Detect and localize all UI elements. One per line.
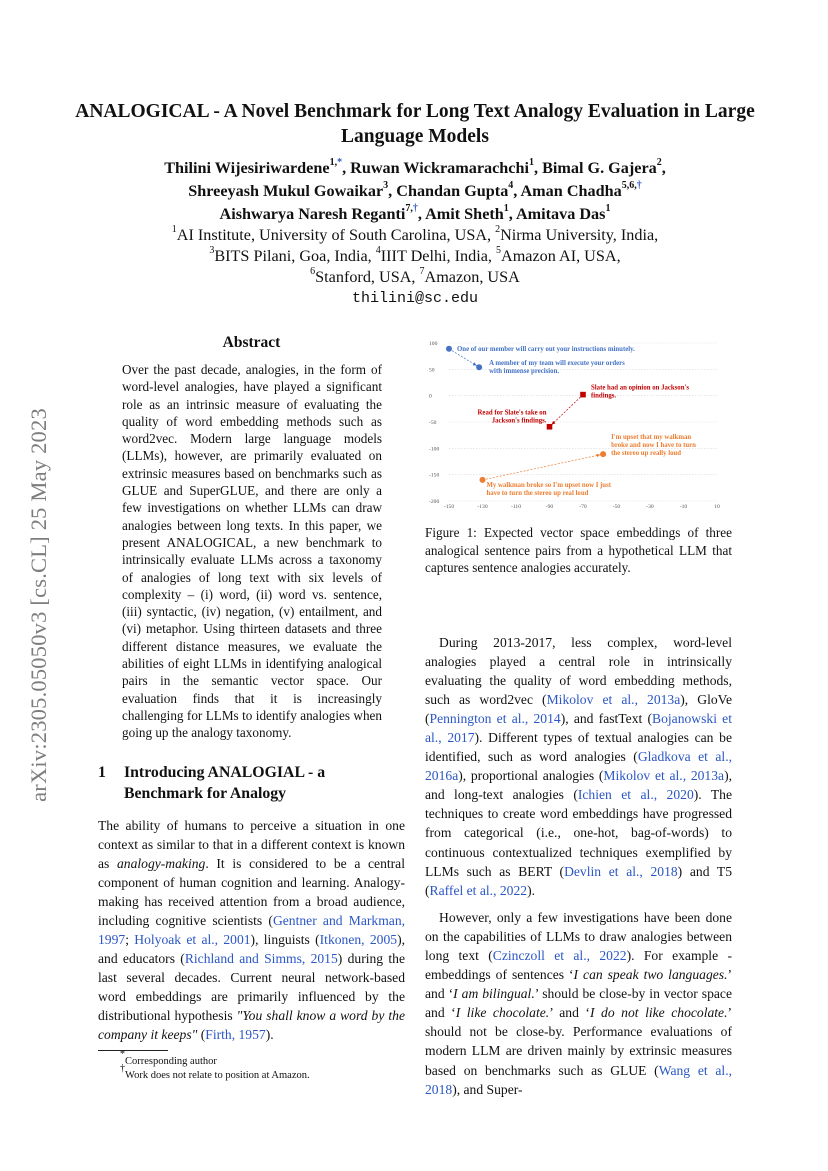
citation-link[interactable]: Pennington et al., 2014 [429, 710, 561, 726]
example-sentence: I can speak two languages. [573, 967, 728, 983]
citation-link[interactable]: Gladkova et al., 2016a [425, 749, 732, 784]
x-tick-label: -150 [443, 504, 455, 510]
citation-link[interactable]: Holyoak et al., 2001 [134, 931, 251, 947]
affiliation-text: AI Institute, University of South Carolina, USA, [176, 226, 496, 244]
author-affiliation-sup: 1 [528, 156, 534, 168]
x-tick-label: -30 [646, 504, 654, 510]
paper-title: ANALOGICAL - A Novel Benchmark for Long Text Analogy Evaluation in Large Language Models [75, 101, 755, 147]
author-affiliation-sup: 1 [503, 202, 509, 214]
author-affiliation-sup: 7,† [405, 202, 418, 214]
point-label: My walkman broke so I'm upset now I just [486, 481, 612, 489]
author-name: , Bimal G. Gajera [533, 159, 657, 177]
y-tick-label: -100 [429, 446, 440, 453]
y-tick-label: 100 [429, 341, 438, 347]
affiliation-sup: 1 [171, 223, 177, 235]
point-label: Slate had an opinion on Jackson's [591, 384, 690, 392]
affiliation-sup: 7 [419, 265, 425, 277]
section-heading [98, 762, 405, 804]
quoted-hypothesis: "You shall know a word by the company it keeps" [98, 1007, 405, 1042]
figure-1 [415, 333, 722, 518]
body-paragraph: During 2013-2017, less complex, word-level analogies played a central role in intrinsically evaluating the quality of word embedding methods, such as word2vec (Mikolov et al., 2013a), GloVe (Pennington et al., 2014), and fastText (Bojanowski et al., 2017). Different types of textual analogies can be identified, such as word analogies (Gladkova et al., 2016a), proportional analogies (Mikolov et al., 2013a), and long-text analogies (Ichien et al., 2020). The techniques to create word embeddings have progressed from categorical (i.e., one-hot, bag-of-words) to continuous contextualized techniques exemplified by LLMs such as BERT (Devlin et al., 2018) and T5 (Raffel et al., 2022). [425, 634, 732, 898]
data-point [446, 346, 452, 352]
affiliation-line-2 [100, 246, 730, 267]
citation-link[interactable]: Mikolov et al., 2013a [603, 768, 725, 784]
example-sentence: I do not like chocolate. [589, 1005, 728, 1021]
analogy-arrow [483, 454, 604, 480]
affiliations [100, 225, 730, 309]
citation-link[interactable]: Richland and Simms, 2015 [184, 950, 338, 966]
affiliation-sup: 3 [209, 244, 215, 256]
amazon-mark: † [412, 202, 418, 214]
figure-caption: Figure 1: Expected vector space embeddings of three analogical sentence pairs from a hypothetical LLM that captures sentence analogies accurately. [425, 525, 732, 575]
author-affiliation-sup: 3 [383, 179, 389, 191]
affiliation-line-3 [100, 267, 730, 288]
author-line-2 [100, 180, 730, 203]
point-label: Read for Slate's take on [477, 409, 547, 417]
point-label: findings. [591, 392, 617, 400]
x-tick-label: -10 [679, 504, 688, 510]
data-point [480, 477, 486, 483]
affiliation-line-1 [100, 225, 730, 246]
y-tick-label: -150 [429, 472, 440, 479]
citation-link[interactable]: Mikolov et al., 2013a [546, 691, 681, 707]
left-column [98, 334, 405, 1083]
data-point [476, 364, 482, 370]
affiliation-text: IIIT Delhi, India, [380, 247, 497, 265]
citation-link[interactable]: Czinczoll et al., 2022 [492, 948, 627, 963]
author-name: Shreeyash Mukul Gowaikar [188, 182, 384, 200]
abstract-heading: Abstract [222, 334, 281, 351]
footnote-divider [98, 1050, 168, 1051]
author-affiliation-sup: 1,* [329, 156, 343, 168]
y-tick-label: -50 [429, 420, 437, 426]
corresponding-mark: * [337, 156, 343, 168]
point-label: A member of my team will execute your orders [489, 360, 625, 368]
y-tick-label: -200 [429, 499, 440, 505]
abstract-text: Over the past decade, analogies, in the form of word-level analogies, have played a significant role as an intrinsic measure of evaluating the quality of word embedding methods such as word2vec. Modern large language models (LLMs), however, are primarily evaluated on extrinsic measures based on benchmarks such as GLUE and SuperGLUE, and there are only a few investigations on whether LLMs can draw analogies between long texts. In this paper, we present ANALOGICAL, a new benchmark to intrinsically evaluate LLMs across a taxonomy of analogies of long text with six levels of complexity – (i) word, (ii) word vs. sentence, (iii) syntactic, (iv) negation, (v) entailment, and (vi) metaphor. Using thirteen datasets and three different distance measures, we evaluate the abilities of eight LLMs in identifying analogical pairs in the semantic vector space. Our evaluation finds that it is increasingly challenging for LLMs to identify analogies when going up the analogy taxonomy. [122, 362, 382, 741]
emphasis: analogy-making [116, 855, 206, 871]
body-paragraph: However, only a few investigations have been done on the capabilities of LLMs to draw analogies between long text (Czinczoll et al., 2022). For example - embeddings of sentences ‘I can speak two languages.’ and ‘I am bilingual.’ should be close-by in vector space and ‘I like chocolate.’ and ‘I do not like chocolate.’ should not be close-by. Performance evaluations of modern LLM are driven mainly by extrinsic measures based on benchmarks such as GLUE (Wang et al., 2018), and Super- [425, 909, 733, 1097]
author-name: , Amitava Das [508, 205, 606, 223]
author-name: , Chandan Gupta [388, 182, 509, 200]
point-label: the stereo up really loud [611, 450, 682, 458]
author-list [100, 157, 730, 226]
embedding-scatter-chart [415, 333, 722, 518]
contact-email[interactable]: thilini@sc.edu [351, 290, 479, 307]
author-affiliation-sup: 1 [605, 202, 611, 214]
citation-link[interactable]: Firth, 1957 [205, 1026, 266, 1042]
author-name: , Aman Chadha [513, 182, 622, 200]
affiliation-text: Stanford, USA, [315, 268, 420, 286]
x-tick-label: -90 [545, 504, 554, 510]
citation-link[interactable]: Wang et al., 2018 [425, 1062, 732, 1097]
footnote-corresponding: *Corresponding author [120, 1049, 217, 1067]
citation-link[interactable]: Ichien et al., 2020 [577, 787, 694, 803]
section-number: 1 [98, 763, 106, 781]
affiliation-text: Amazon AI, USA, [501, 247, 621, 265]
footnote-amazon: †Work does not relate to position at Amazon. [120, 1063, 310, 1081]
affiliation-sup: 6 [310, 265, 316, 277]
author-separator: , [661, 159, 666, 177]
citation-link[interactable]: Gentner and Markman, 1997 [98, 912, 406, 947]
x-tick-label: -50 [612, 504, 621, 510]
x-tick-label: -110 [510, 504, 522, 510]
author-name: , Amit Sheth [417, 205, 504, 223]
affiliation-text: BITS Pilani, Goa, India, [214, 247, 376, 265]
section-title: Introducing ANALOGIAL - a Benchmark for Analogy [124, 763, 326, 802]
amazon-mark: † [636, 179, 642, 191]
arxiv-stamp [24, 345, 54, 865]
point-label: One of our member will carry out your instructions minutely. [457, 345, 635, 353]
author-name: , Ruwan Wickramarachchi [342, 159, 529, 177]
section-paragraph: The ability of humans to perceive a situation in one context as similar to that in a different context is known as analogy-making. It is considered to be a central component of human cognition and learning. Analogy-making has received attention from a broad audience, including cognitive scientists (Gentner and Markman, 1997; Holyoak et al., 2001), linguists (Itkonen, 2005), and educators (Richland and Simms, 2015) during the last several decades. Current neural network-based word embeddings are primarily influenced by the distributional hypothesis "You shall know a word by the company it keeps" (Firth, 1957). [98, 817, 406, 1042]
affiliation-text: Nirma University, India, [500, 226, 659, 244]
footnotes [98, 1049, 405, 1083]
right-column [425, 333, 732, 1099]
affiliation-sup: 4 [375, 244, 381, 256]
y-tick-label: 50 [429, 367, 435, 374]
point-label: I'm upset that my walkman [611, 434, 692, 442]
citation-link[interactable]: Bojanowski et al., 2017 [425, 710, 732, 745]
affiliation-text: Amazon, USA [424, 268, 520, 286]
author-name: Thilini Wijesiriwardene [164, 159, 330, 177]
y-tick-label: 0 [429, 393, 432, 400]
arxiv-identifier: arXiv:2305.05050v3 [cs.CL] 25 May 2023 [26, 408, 51, 802]
arrowhead [596, 454, 600, 457]
example-sentence: I am bilingual. [453, 986, 535, 1002]
data-point [600, 451, 606, 457]
citation-link[interactable]: Devlin et al., 2018 [564, 863, 678, 879]
point-label: have to turn the stereo up real loud [486, 489, 589, 497]
author-name: Aishwarya Naresh Reganti [219, 205, 406, 223]
x-tick-label: -70 [579, 504, 587, 510]
example-sentence: I like chocolate. [455, 1005, 550, 1021]
x-tick-label: -130 [477, 504, 488, 510]
data-point [580, 392, 586, 398]
author-affiliation-sup: 4 [508, 179, 514, 191]
affiliation-sup: 2 [495, 223, 501, 235]
author-line-3 [100, 203, 730, 226]
author-affiliation-sup: 5,6,† [621, 179, 642, 191]
point-label: broke and now I have to turn [611, 442, 696, 450]
data-point [547, 424, 553, 430]
author-affiliation-sup: 2 [656, 156, 662, 168]
point-label: with immense precision. [489, 368, 560, 376]
citation-link[interactable]: Itkonen, 2005 [319, 931, 398, 947]
x-tick-label: 10 [714, 504, 720, 510]
author-line-1 [100, 157, 730, 180]
affiliation-sup: 5 [496, 244, 502, 256]
citation-link[interactable]: Raffel et al., 2022 [429, 882, 528, 898]
point-label: Jackson's findings. [491, 417, 547, 425]
